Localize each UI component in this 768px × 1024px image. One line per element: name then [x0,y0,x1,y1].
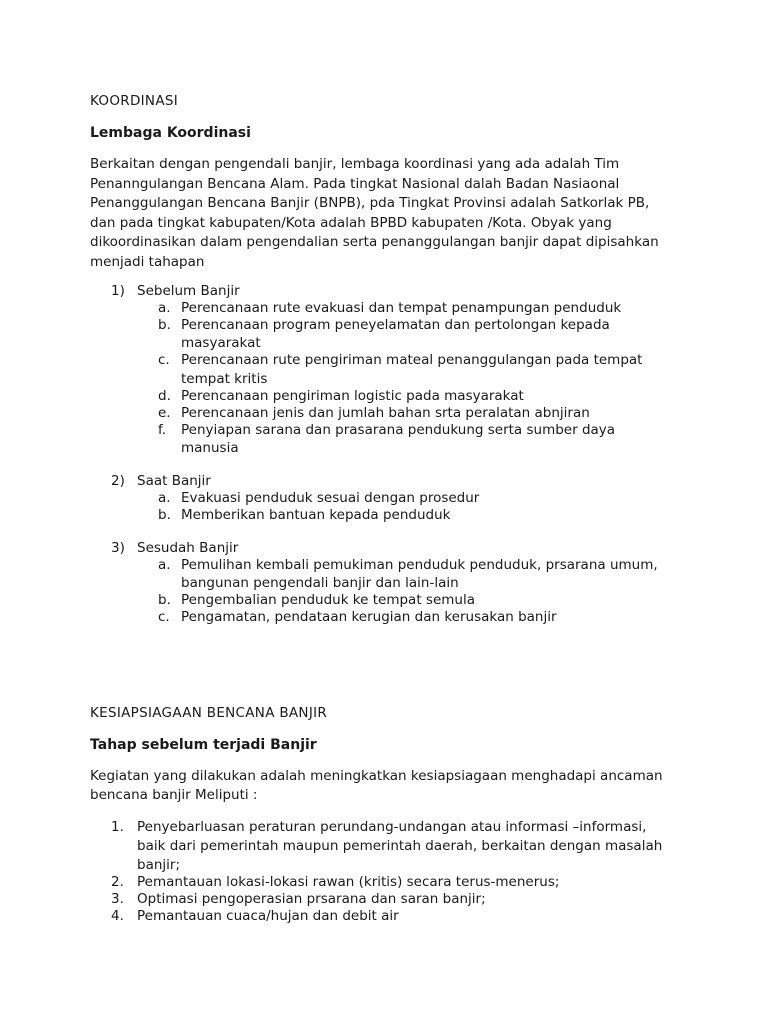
paragraph-line: dan pada tingkat kabupaten/Kota adalah BPBD kabupaten /Kota. Obyak yang [90,214,612,231]
section-heading-kesiapsiagaan: KESIAPSIAGAAN BENCANA BANJIR [90,705,328,721]
section-heading-koordinasi: KOORDINASI [90,93,179,109]
paragraph-koordinasi [90,155,690,272]
subheading-lembaga-koordinasi: Lembaga Koordinasi [90,125,251,141]
item-letter: f. [158,422,167,438]
stage-label-sebelum-banjir: Sebelum Banjir [137,283,240,299]
list-item: Optimasi pengoperasian prsarana dan saran banjir; [137,891,486,907]
paragraph-line: Kegiatan yang dilakukan adalah meningkatkan kesiapsiagaan menghadapi ancaman [90,768,663,784]
list-item-continuation: banjir; [137,857,180,873]
item-letter: b. [158,592,171,608]
list-item-continuation: baik dari pemerintah maupun pemerintah daerah, berkaitan dengan masalah [137,838,663,854]
list-item: Perencanaan rute evakuasi dan tempat penampungan penduduk [181,300,622,316]
item-letter: d. [158,388,171,404]
list-item: Pengamatan, pendataan kerugian dan kerusakan banjir [181,609,557,625]
list-item: Pengembalian penduduk ke tempat semula [181,592,475,608]
item-number: 3. [111,891,124,907]
item-letter: a. [158,557,171,573]
item-letter: a. [158,300,171,316]
item-number: 2. [111,874,124,890]
item-letter: e. [158,405,171,421]
list-item-continuation: masyarakat [181,335,261,351]
list-item: Perencanaan pengiriman logistic pada masyarakat [181,388,524,404]
item-letter: b. [158,317,171,333]
item-number: 1. [111,819,124,835]
list-item: Perencanaan jenis dan jumlah bahan srta peralatan abnjiran [181,405,590,421]
list-item: Memberikan bantuan kepada penduduk [181,507,451,523]
list-item: Pemulihan kembali pemukiman penduduk penduduk, prsarana umum, [181,557,658,573]
paragraph-line: menjadi tahapan [90,253,205,270]
list-item-continuation: manusia [181,440,239,456]
paragraph-line: Berkaitan dengan pengendali banjir, lembaga koordinasi yang ada adalah Tim [90,156,620,172]
item-letter: c. [158,609,170,625]
subheading-tahap-sebelum: Tahap sebelum terjadi Banjir [90,737,317,753]
stage-number: 1) [111,283,125,299]
stage-label-saat-banjir: Saat Banjir [137,473,211,489]
item-letter: b. [158,507,171,523]
list-item-continuation: bangunan pengendali banjir dan lain-lain [181,575,459,591]
stage-number: 2) [111,473,125,489]
list-item-continuation: tempat kritis [181,371,268,387]
paragraph-line: Penanggulangan Bencana Banjir (BNPB), pda Tingkat Provinsi adalah Satkorlak PB, [90,195,650,211]
paragraph-line: bencana banjir Meliputi : [90,787,258,803]
paragraph-line: dikoordinasikan dalam pengendalian serta penanggulangan banjir dapat dipisahkan [90,234,659,250]
list-item: Perencanaan rute pengiriman mateal penanggulangan pada tempat [181,352,643,368]
paragraph-kesiapsiagaan [90,767,690,805]
list-item: Perencanaan program peneyelamatan dan pertolongan kepada [181,317,610,333]
list-item: Penyebarluasan peraturan perundang-undangan atau informasi –informasi, [137,819,647,835]
stage-label-sesudah-banjir: Sesudah Banjir [137,540,239,556]
paragraph-line: Penanngulangan Bencana Alam. Pada tingkat Nasional dalah Badan Nasiaonal [90,175,620,192]
list-item: Evakuasi penduduk sesuai dengan prosedur [181,490,480,506]
item-number: 4. [111,908,124,924]
item-letter: c. [158,352,170,368]
list-item: Pemantauan lokasi-lokasi rawan (kritis) secara terus-menerus; [137,874,560,890]
stage-number: 3) [111,540,125,556]
list-item: Pemantauan cuaca/hujan dan debit air [137,908,399,924]
list-item: Penyiapan sarana dan prasarana pendukung serta sumber daya [181,422,616,438]
item-letter: a. [158,490,171,506]
